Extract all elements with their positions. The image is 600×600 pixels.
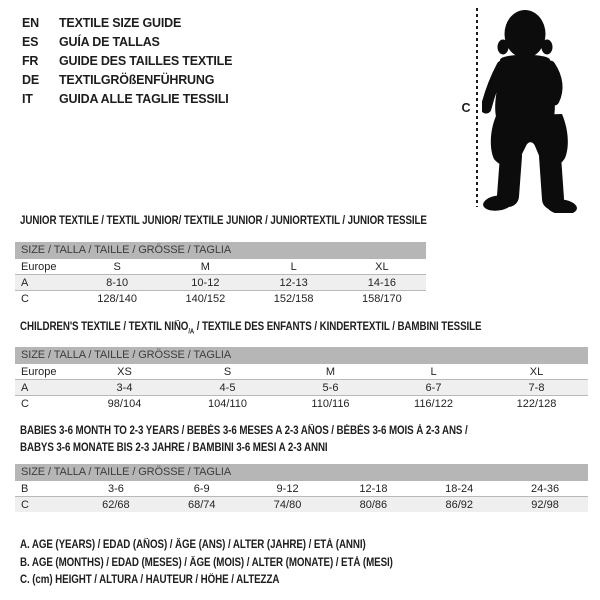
footnote-legend: [20, 537, 459, 590]
table-row: [15, 275, 426, 291]
size-value-cell: 80/86: [330, 497, 416, 513]
table-row: [15, 396, 588, 412]
language-row: [22, 89, 232, 108]
size-value-cell: XL: [375, 260, 389, 273]
size-value-cell: 152/158: [250, 291, 338, 307]
language-title: GUIDA ALLE TAGLIE TESSILI: [59, 91, 229, 106]
table-row: [15, 481, 588, 497]
size-header-bar: SIZE / TALLA / TAILLE / GRÖSSE / TAGLIA: [15, 464, 588, 481]
size-value-cell: M: [200, 260, 210, 273]
size-value-cell: 110/116: [279, 396, 382, 412]
row-label-cell: C: [15, 396, 73, 412]
section-title-babies-line1: BABIES 3-6 MONTH TO 2-3 YEARS / BEBÉS 3-6 MESES A 2-3 AÑOS / BÉBÉS 3-6 MOIS À 2-3 ANS /: [20, 425, 468, 437]
language-code: ES: [22, 34, 39, 49]
size-value-cell: 6-9: [193, 482, 210, 495]
size-value-cell: 104/110: [176, 396, 279, 412]
row-label-cell: A: [15, 275, 73, 291]
footnote-c: C. (cm) HEIGHT / ALTURA / HAUTEUR / HÖHE / ALTEZZA: [20, 574, 280, 586]
row-label-cell: Europe: [21, 260, 57, 273]
size-value-cell: 128/140: [73, 291, 161, 307]
section-title-children-text: CHILDREN'S TEXTILE / TEXTIL NIÑO: [20, 321, 189, 333]
size-value-cell: L: [290, 260, 297, 273]
size-value-cell: L: [430, 365, 437, 378]
row-label-cell: Europe: [21, 365, 57, 378]
size-value-cell: 3-4: [73, 380, 176, 396]
size-value-cell: 140/152: [161, 291, 249, 307]
table-row: [15, 497, 588, 513]
size-value-cell: 116/122: [382, 396, 485, 412]
language-title-list: [22, 13, 232, 108]
size-value-cell: 68/74: [159, 497, 245, 513]
size-value-cell: 4-5: [176, 380, 279, 396]
table-row: [15, 291, 426, 307]
size-value-cell: 12-13: [250, 275, 338, 291]
junior-size-table: [15, 242, 426, 306]
size-header-bar: SIZE / TALLA / TAILLE / GRÖSSE / TAGLIA: [15, 347, 588, 364]
babies-size-table: [15, 464, 588, 512]
size-value-cell: 12-18: [359, 482, 388, 495]
language-row: [22, 51, 232, 70]
size-value-cell: S: [113, 260, 121, 273]
size-value-cell: M: [325, 365, 336, 378]
language-title: TEXTILGRÖßENFÜHRUNG: [59, 72, 215, 87]
height-measure-dashed-line: [476, 8, 478, 207]
section-title-babies-line2: BABYS 3-6 MONATE BIS 2-3 JAHRE / BAMBINI 3-6 MESI A 2-3 ANNI: [20, 442, 328, 454]
baby-silhouette-icon: [482, 6, 582, 213]
size-value-cell: XS: [117, 365, 132, 378]
language-title: GUIDE DES TAILLES TEXTILE: [59, 53, 233, 68]
table-row: [15, 364, 588, 380]
footnote-a: A. AGE (YEARS) / EDAD (AÑOS) / ÂGE (ANS) / ALTER (JAHRE) / ETÀ (ANNI): [20, 539, 366, 551]
size-value-cell: 8-10: [73, 275, 161, 291]
size-value-cell: 158/170: [338, 291, 426, 307]
row-label-cell: C: [15, 291, 73, 307]
language-code: IT: [22, 91, 33, 106]
size-value-cell: 18-24: [445, 482, 474, 495]
language-code: FR: [22, 53, 39, 68]
section-title-children: [20, 319, 481, 340]
size-value-cell: 86/92: [416, 497, 502, 513]
size-header-bar: SIZE / TALLA / TAILLE / GRÖSSE / TAGLIA: [15, 242, 426, 259]
language-code: DE: [22, 72, 39, 87]
size-value-cell: 6-7: [382, 380, 485, 396]
size-value-cell: 122/128: [485, 396, 588, 412]
size-value-cell: 74/80: [245, 497, 331, 513]
size-value-cell: 7-8: [485, 380, 588, 396]
size-value-cell: 5-6: [279, 380, 382, 396]
footnote-b: B. AGE (MONTHS) / EDAD (MESES) / ÂGE (MOIS) / ALTER (MONATE) / ETÀ (MESI): [20, 556, 393, 569]
size-value-cell: 98/104: [73, 396, 176, 412]
size-value-cell: S: [223, 365, 232, 378]
size-value-cell: 14-16: [338, 275, 426, 291]
size-value-cell: 9-12: [276, 482, 299, 495]
height-measure-label: C: [461, 101, 471, 115]
row-label-cell: A: [15, 380, 73, 396]
section-title-babies: [20, 423, 468, 457]
section-title-children-subscript: /A: [188, 328, 195, 336]
table-row: [15, 259, 426, 275]
row-label-cell: B: [21, 482, 29, 495]
language-row: [22, 13, 232, 32]
section-title-junior: JUNIOR TEXTILE / TEXTIL JUNIOR/ TEXTILE JUNIOR / JUNIORTEXTIL / JUNIOR TESSILE: [20, 215, 427, 227]
table-row: [15, 380, 588, 396]
size-value-cell: 10-12: [161, 275, 249, 291]
size-value-cell: 24-36: [531, 482, 560, 495]
language-code: EN: [22, 15, 39, 30]
section-title-children-text: / TEXTILE DES ENFANTS / KINDERTEXTIL / BAMBINI TESSILE: [194, 321, 482, 333]
language-row: [22, 32, 232, 51]
children-size-table: [15, 347, 588, 411]
language-row: [22, 70, 232, 89]
row-label-cell: C: [15, 497, 73, 513]
size-value-cell: 62/68: [73, 497, 159, 513]
size-value-cell: XL: [529, 365, 544, 378]
language-title: GUÍA DE TALLAS: [59, 34, 160, 49]
size-value-cell: 92/98: [502, 497, 588, 513]
language-title: TEXTILE SIZE GUIDE: [59, 15, 182, 30]
size-value-cell: 3-6: [107, 482, 124, 495]
